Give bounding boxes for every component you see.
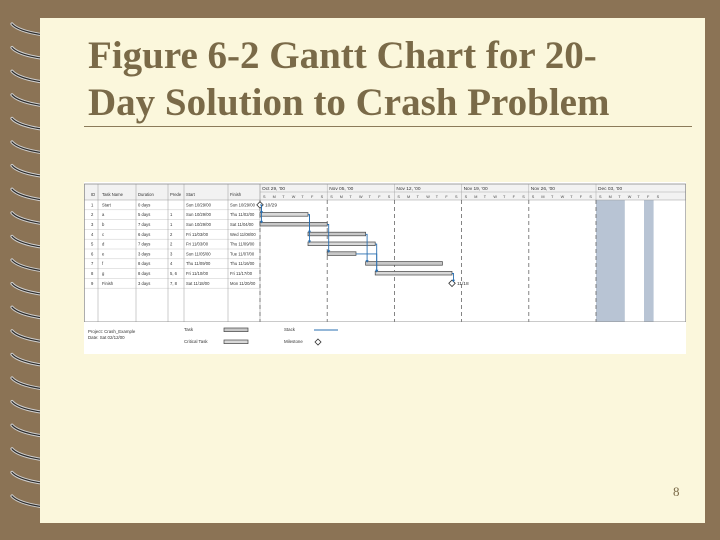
legend-label: Milestone (284, 339, 303, 344)
table-cell: 5 days (138, 212, 151, 218)
dependency-link (308, 215, 310, 242)
table-cell: 7, 8 (170, 280, 177, 286)
table-cell: Start (102, 202, 111, 208)
table-cell: Sat 11/18/00 (186, 280, 210, 286)
table-cell: 7 (91, 261, 94, 267)
table-cell: Sun 10/29/00 (186, 212, 211, 218)
day-letter: S (320, 195, 324, 199)
column-header: Start (186, 192, 195, 197)
day-letter: S (397, 195, 400, 199)
table-cell: Thu 11/09/00 (186, 261, 211, 267)
milestone-label: 11/18 (457, 282, 469, 288)
table-cell: 2 (170, 241, 173, 247)
table-cell: Thu 11/16/00 (230, 261, 255, 267)
table-cell: 8 days (138, 261, 151, 267)
table-cell: 4 (170, 261, 173, 267)
column-header: Task Name (102, 192, 123, 197)
task-bar (308, 232, 366, 236)
day-letter: S (464, 195, 468, 199)
day-letter: S (589, 195, 592, 199)
milestone-label: 10/29 (265, 203, 278, 209)
table-cell: 4 (91, 231, 94, 237)
day-letter: M (608, 195, 612, 199)
title-line-2: Day Solution to Crash Problem (88, 81, 610, 124)
week-label: Nov 05, '00 (329, 187, 354, 192)
day-letter: T (503, 195, 506, 199)
day-letter: M (407, 195, 411, 199)
dependency-link (366, 234, 368, 261)
page-number: 8 (673, 484, 680, 499)
column-header: ID (91, 192, 96, 197)
table-cell: 7 days (138, 222, 151, 227)
day-letter: F (311, 195, 314, 199)
day-letter: W (426, 195, 430, 199)
day-letter: W (493, 195, 497, 199)
table-cell: c (102, 231, 105, 237)
table-cell: 7 days (138, 241, 151, 247)
shaded-day-column (644, 192, 654, 322)
day-letter: M (474, 195, 478, 199)
table-cell: 3 (170, 251, 173, 257)
table-cell: 6 days (138, 231, 151, 237)
table-cell: Wed 11/08/00 (230, 231, 256, 237)
day-letter: S (522, 195, 525, 199)
table-cell: Fri 11/10/00 (186, 271, 209, 276)
day-letter: S (387, 195, 391, 199)
table-cell: 5, 6 (170, 271, 177, 276)
table-cell: 9 (91, 280, 94, 286)
table-cell: 1 (170, 212, 173, 218)
column-header: Duration (138, 192, 154, 197)
legend-swatch (224, 340, 248, 344)
day-letter: T (368, 195, 371, 199)
week-label: Nov 12, '00 (396, 187, 421, 192)
table-cell: Sun 11/05/00 (186, 251, 211, 257)
table-cell: 0 days (138, 202, 151, 208)
day-letter: F (445, 195, 448, 199)
table-cell: Thu 11/02/00 (230, 212, 255, 218)
column-header: Prede (170, 192, 182, 197)
day-letter: M (339, 195, 343, 199)
column-header: Finish (230, 192, 242, 197)
footer-project: Project: Crash_Example (88, 329, 136, 334)
table-frame (85, 184, 686, 322)
week-label: Nov 26, '00 (530, 187, 555, 192)
legend-label: Stack (284, 327, 295, 332)
title-line-1: Figure 6-2 Gantt Chart for 20- (88, 34, 597, 77)
day-letter: W (359, 195, 363, 199)
day-letter: T (416, 195, 419, 199)
table-cell: 2 (170, 231, 173, 237)
table-cell: f (102, 261, 104, 267)
table-cell: 3 days (138, 280, 151, 286)
table-cell: b (102, 222, 105, 227)
day-letter: T (435, 195, 439, 199)
week-label: Oct 29, '00 (262, 187, 286, 192)
day-letter: W (627, 195, 632, 199)
day-letter: S (656, 195, 660, 199)
table-cell: d (102, 241, 105, 247)
task-bar (260, 213, 308, 217)
legend-label: Task (184, 327, 194, 332)
task-bar (375, 271, 452, 275)
table-cell: Fri 11/03/00 (186, 231, 209, 237)
task-bar (260, 222, 327, 226)
table-cell: 1 (91, 202, 94, 208)
table-cell: Tue 11/07/00 (230, 251, 255, 257)
day-letter: T (637, 195, 640, 199)
day-letter: T (483, 195, 487, 199)
table-cell: 5 (91, 241, 94, 247)
table-cell: Thu 11/09/00 (230, 241, 255, 247)
slide-title (88, 32, 698, 126)
table-cell: 1 (170, 222, 173, 227)
day-letter: F (647, 195, 650, 199)
day-letter: T (301, 195, 304, 199)
day-letter: T (349, 195, 352, 199)
gantt-chart (84, 182, 686, 354)
table-cell: 3 (91, 222, 94, 227)
day-letter: M (272, 195, 276, 199)
task-bar (308, 242, 375, 246)
day-letter: S (599, 195, 602, 199)
day-letter: T (551, 195, 554, 199)
legend-swatch (224, 328, 248, 332)
day-letter: W (291, 195, 296, 199)
day-letter: W (560, 195, 565, 199)
table-cell: 3 days (138, 251, 151, 257)
day-letter: M (541, 195, 545, 199)
day-letter: S (263, 195, 266, 199)
title-underline (84, 126, 692, 127)
footer-date: Date: Sat 02/12/00 (88, 335, 125, 340)
table-cell: Sat 11/04/00 (230, 222, 254, 227)
day-letter: T (570, 195, 573, 199)
shaded-day-column (596, 192, 625, 322)
day-letter: S (455, 195, 458, 199)
day-letter: T (618, 195, 621, 199)
table-cell: Sun 10/29/00 (186, 202, 211, 208)
table-cell: Sun 10/29/00 (230, 202, 255, 208)
table-cell: 2 (91, 212, 94, 218)
table-cell: Mon 11/20/00 (230, 280, 256, 286)
day-letter: S (330, 195, 333, 199)
table-cell: a (102, 212, 105, 218)
week-label: Nov 19, '00 (463, 187, 488, 192)
table-cell: e (102, 251, 105, 257)
table-cell: 8 days (138, 271, 151, 276)
table-cell: 6 (91, 251, 94, 257)
week-label: Dec 03, '00 (598, 187, 623, 192)
table-cell: g (102, 271, 105, 276)
day-letter: F (378, 195, 381, 199)
table-cell: Fri 11/03/00 (186, 241, 209, 247)
task-bar (327, 252, 356, 256)
day-letter: T (282, 195, 285, 199)
table-cell: 8 (91, 271, 94, 276)
day-letter: F (579, 195, 583, 199)
day-letter: S (531, 195, 535, 199)
table-cell: Sun 10/29/00 (186, 222, 211, 227)
legend-label: Critical Task (184, 339, 208, 344)
footer-area (84, 322, 686, 354)
table-cell: Fri 11/17/00 (230, 271, 253, 276)
day-letter: F (512, 195, 515, 199)
table-cell: Finish (102, 280, 114, 286)
